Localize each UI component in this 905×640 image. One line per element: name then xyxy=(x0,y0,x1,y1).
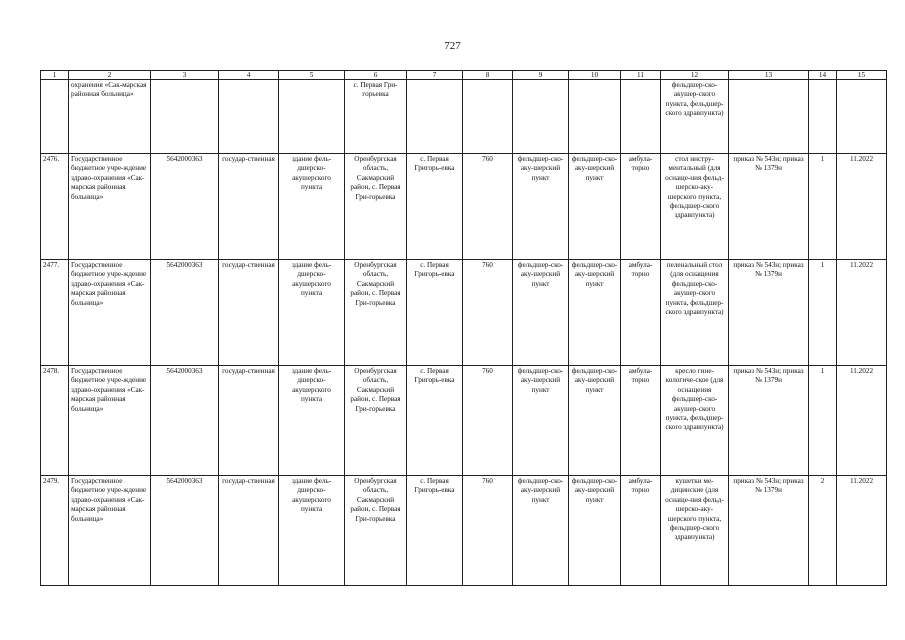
ownership-cell: государ-ственная xyxy=(219,260,279,366)
care-form-cell: амбула-торно xyxy=(621,154,661,260)
institution-cell: Государственное бюджетное учре-ждение здраво-охранения «Сак-марская районная больница» xyxy=(69,154,151,260)
date-cell: 11.2022 xyxy=(837,366,887,476)
facility-type-cell: фельдшер-ско-аку-шерский пункт xyxy=(513,260,569,366)
quantity-cell: 1 xyxy=(809,154,837,260)
code-cell: 760 xyxy=(463,154,513,260)
locality-cell: с. Первая Григорь-евка xyxy=(407,154,463,260)
row-number-cell: 2478. xyxy=(41,366,69,476)
facility-type-cell: фельдшер-ско-аку-шерский пункт xyxy=(569,476,621,586)
code-cell: 760 xyxy=(463,476,513,586)
care-form-cell: амбула-торно xyxy=(621,260,661,366)
building-cell: здание фель-дшерско-акушерского пункта xyxy=(279,366,345,476)
inn-cell: 5642000363 xyxy=(151,154,219,260)
equipment-cell: кушетки ме-дицинские (для оснаще-ния фельд-шерско-аку-шерского пункта, фельдшер-ского здравпункта) xyxy=(661,476,729,586)
date-cell: 11.2022 xyxy=(837,154,887,260)
facility-type-cell: фельдшер-ско-аку-шерский пункт xyxy=(569,366,621,476)
ownership-cell: государ-ственная xyxy=(219,476,279,586)
equipment-cell: стол инстру-ментальный (для оснаще-ния фельд-шерско-аку-шерского пункта, фельдшер-ского здравпункта) xyxy=(661,154,729,260)
inn-cell: 5642000363 xyxy=(151,366,219,476)
table-row xyxy=(41,476,887,586)
facility-type-cell: фельдшер-ско-аку-шерский пункт xyxy=(569,260,621,366)
institution-cell: Государственное бюджетное учре-ждение здраво-охранения «Сак-марская районная больница» xyxy=(69,366,151,476)
quantity-cell: 1 xyxy=(809,260,837,366)
address-cell: Оренбургская область, Сакмарский район, с. Первая Гри-горьевка xyxy=(345,154,407,260)
inn-cell: 5642000363 xyxy=(151,260,219,366)
column-header: 6 xyxy=(345,71,407,80)
continuation-row xyxy=(41,80,887,154)
column-header: 5 xyxy=(279,71,345,80)
address-cell: Оренбургская область, Сакмарский район, с. Первая Гри-горьевка xyxy=(345,260,407,366)
column-header: 14 xyxy=(809,71,837,80)
column-header: 3 xyxy=(151,71,219,80)
column-header: 11 xyxy=(621,71,661,80)
institution-cell: Государственное бюджетное учре-ждение здраво-охранения «Сак-марская районная больница» xyxy=(69,476,151,586)
order-cell: приказ № 543н; приказ № 1379н xyxy=(729,476,809,586)
column-header: 9 xyxy=(513,71,569,80)
column-header: 12 xyxy=(661,71,729,80)
quantity-cell: 1 xyxy=(809,366,837,476)
locality-cell: с. Первая Григорь-евка xyxy=(407,476,463,586)
equipment-cell: фельдшер-ско-акушер-ского пункта, фельдшер-ского здравпункта) xyxy=(661,80,729,154)
care-form-cell: амбула-торно xyxy=(621,476,661,586)
building-cell: здание фель-дшерско-акушерского пункта xyxy=(279,260,345,366)
building-cell: здание фель-дшерско-акушерского пункта xyxy=(279,476,345,586)
building-cell: здание фель-дшерско-акушерского пункта xyxy=(279,154,345,260)
table-row xyxy=(41,260,887,366)
facility-type-cell: фельдшер-ско-аку-шерский пункт xyxy=(569,154,621,260)
locality-cell: с. Первая Григорь-евка xyxy=(407,260,463,366)
table-row xyxy=(41,154,887,260)
registry-table xyxy=(40,70,887,586)
date-cell: 11.2022 xyxy=(837,476,887,586)
row-number-cell: 2477. xyxy=(41,260,69,366)
equipment-cell: кресло гине-кологиче-ское (для оснащения фельдшер-ско-акушер-ского пункта, фельдшер-ского здравпункта) xyxy=(661,366,729,476)
locality-cell: с. Первая Григорь-евка xyxy=(407,366,463,476)
page-number: 727 xyxy=(444,40,461,52)
institution-cell: Государственное бюджетное учре-ждение здраво-охранения «Сак-марская районная больница» xyxy=(69,260,151,366)
institution-cell: охранения «Сак-марская районная больница» xyxy=(69,80,151,154)
column-header: 1 xyxy=(41,71,69,80)
address-cell: Оренбургская область, Сакмарский район, с. Первая Гри-горьевка xyxy=(345,366,407,476)
equipment-cell: пеленальный стол (для оснащения фельдшер-ско-акушер-ского пункта, фельдшер-ского здравпункта) xyxy=(661,260,729,366)
date-cell: 11.2022 xyxy=(837,260,887,366)
column-header: 15 xyxy=(837,71,887,80)
address-cell: Оренбургская область, Сакмарский район, с. Первая Гри-горьевка xyxy=(345,476,407,586)
inn-cell: 5642000363 xyxy=(151,476,219,586)
code-cell: 760 xyxy=(463,260,513,366)
facility-type-cell: фельдшер-ско-аку-шерский пункт xyxy=(513,154,569,260)
column-header: 2 xyxy=(69,71,151,80)
row-number-cell: 2479. xyxy=(41,476,69,586)
column-header: 13 xyxy=(729,71,809,80)
table-row xyxy=(41,366,887,476)
care-form-cell: амбула-торно xyxy=(621,366,661,476)
order-cell: приказ № 543н; приказ № 1379н xyxy=(729,366,809,476)
facility-type-cell: фельдшер-ско-аку-шерский пункт xyxy=(513,476,569,586)
code-cell: 760 xyxy=(463,366,513,476)
column-header: 4 xyxy=(219,71,279,80)
row-number-cell: 2476. xyxy=(41,154,69,260)
order-cell: приказ № 543н; приказ № 1379н xyxy=(729,154,809,260)
address-cell: с. Первая Гри-горьевка xyxy=(345,80,407,154)
column-header: 8 xyxy=(463,71,513,80)
quantity-cell: 2 xyxy=(809,476,837,586)
column-number-row xyxy=(41,71,887,80)
column-header: 10 xyxy=(569,71,621,80)
column-header: 7 xyxy=(407,71,463,80)
order-cell: приказ № 543н; приказ № 1379н xyxy=(729,260,809,366)
ownership-cell: государ-ственная xyxy=(219,154,279,260)
facility-type-cell: фельдшер-ско-аку-шерский пункт xyxy=(513,366,569,476)
ownership-cell: государ-ственная xyxy=(219,366,279,476)
